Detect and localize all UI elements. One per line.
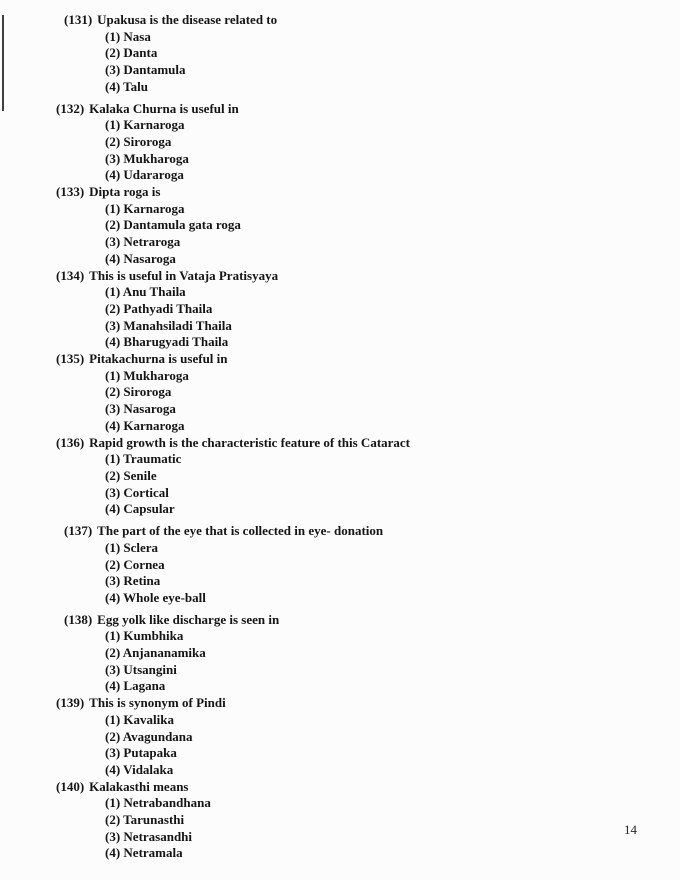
option-list xyxy=(0,451,680,518)
option-item: (4) Whole eye-ball xyxy=(105,589,206,605)
question-block xyxy=(0,351,680,435)
question-heading xyxy=(0,779,680,796)
option-item: (2) Siroroga xyxy=(105,133,172,149)
option-item: (3) Putapaka xyxy=(105,745,177,761)
question-heading xyxy=(0,695,680,712)
question-number: (134) xyxy=(56,267,85,283)
option-list xyxy=(0,29,680,96)
option-item: (3) Utsangini xyxy=(105,661,177,677)
option-item: (3) Manahsiladi Thaila xyxy=(105,317,232,333)
question-text: This is useful in Vataja Pratisyaya xyxy=(89,267,279,283)
option-item: (3) Cortical xyxy=(105,484,169,500)
question-number: (133) xyxy=(56,184,85,200)
option-item: (4) Nasaroga xyxy=(105,250,176,266)
option-item: (1) Nasa xyxy=(105,28,151,44)
option-item: (2) Dantamula gata roga xyxy=(105,217,241,233)
option-item: (1) Karnaroga xyxy=(105,200,185,216)
question-heading xyxy=(0,351,680,368)
question-block xyxy=(0,268,680,352)
option-item: (1) Anu Thaila xyxy=(105,284,186,300)
option-item: (2) Siroroga xyxy=(105,384,172,400)
option-item: (4) Capsular xyxy=(105,501,175,517)
option-item: (1) Kavalika xyxy=(105,711,174,727)
question-heading xyxy=(0,435,680,452)
option-list xyxy=(0,284,680,351)
option-item: (4) Talu xyxy=(105,78,148,94)
question-number: (138) xyxy=(64,611,93,627)
page-number: 14 xyxy=(624,822,637,837)
question-text: This is synonym of Pindi xyxy=(89,695,226,711)
option-item: (2) Senile xyxy=(105,467,157,483)
question-number: (136) xyxy=(56,434,85,450)
option-item: (2) Avagundana xyxy=(105,728,193,744)
question-heading xyxy=(0,268,680,285)
option-item: (1) Sclera xyxy=(105,539,159,555)
option-item: (4) Karnaroga xyxy=(105,417,185,433)
option-list xyxy=(0,201,680,268)
question-block xyxy=(0,779,680,863)
option-list xyxy=(0,117,680,184)
option-item: (3) Nasaroga xyxy=(105,401,176,417)
option-item: (1) Netrabandhana xyxy=(105,795,211,811)
question-heading xyxy=(0,101,680,118)
option-item: (2) Anjananamika xyxy=(105,645,206,661)
option-item: (2) Tarunasthi xyxy=(105,812,185,828)
question-block xyxy=(0,612,680,696)
scan-edge-artifact xyxy=(2,15,4,111)
question-text: Dipta roga is xyxy=(89,184,161,200)
option-item: (1) Mukharoga xyxy=(105,367,189,383)
question-heading xyxy=(0,612,680,629)
option-item: (4) Lagana xyxy=(105,678,166,694)
option-item: (3) Mukharoga xyxy=(105,150,189,166)
option-list xyxy=(0,712,680,779)
question-heading xyxy=(0,184,680,201)
option-item: (3) Dantamula xyxy=(105,62,186,78)
question-heading xyxy=(0,12,680,29)
question-block xyxy=(0,12,680,96)
question-block xyxy=(0,523,680,607)
question-number: (131) xyxy=(64,12,93,27)
option-list xyxy=(0,628,680,695)
question-block xyxy=(0,695,680,779)
option-item: (4) Udararoga xyxy=(105,167,184,183)
question-text: The part of the eye that is collected in eye- donation xyxy=(97,523,384,539)
question-number: (139) xyxy=(56,695,85,711)
question-number: (132) xyxy=(56,100,85,116)
option-list xyxy=(0,795,680,862)
option-item: (3) Netrasandhi xyxy=(105,828,193,844)
question-text: Kalaka Churna is useful in xyxy=(89,100,239,116)
option-item: (3) Retina xyxy=(105,573,161,589)
question-block xyxy=(0,184,680,268)
question-number: (140) xyxy=(56,778,85,794)
question-number: (137) xyxy=(64,523,93,539)
option-item: (2) Danta xyxy=(105,45,158,61)
option-item: (2) Pathyadi Thaila xyxy=(105,300,213,316)
question-block xyxy=(0,435,680,519)
option-item: (1) Traumatic xyxy=(105,451,182,467)
option-item: (4) Bharugyadi Thaila xyxy=(105,334,229,350)
option-list xyxy=(0,368,680,435)
option-item: (3) Netraroga xyxy=(105,234,181,250)
question-text: Rapid growth is the characteristic feature of this Cataract xyxy=(89,434,411,450)
option-item: (4) Vidalaka xyxy=(105,761,174,777)
option-item: (2) Cornea xyxy=(105,556,165,572)
option-list xyxy=(0,540,680,607)
question-heading xyxy=(0,523,680,540)
question-number: (135) xyxy=(56,351,85,367)
question-text: Upakusa is the disease related to xyxy=(97,12,278,27)
question-block xyxy=(0,101,680,185)
option-item: (4) Netramala xyxy=(105,845,183,861)
option-item: (1) Kumbhika xyxy=(105,628,184,644)
question-text: Egg yolk like discharge is seen in xyxy=(97,611,280,627)
question-text: Kalakasthi means xyxy=(89,778,189,794)
question-text: Pitakachurna is useful in xyxy=(89,351,228,367)
option-item: (1) Karnaroga xyxy=(105,117,185,133)
